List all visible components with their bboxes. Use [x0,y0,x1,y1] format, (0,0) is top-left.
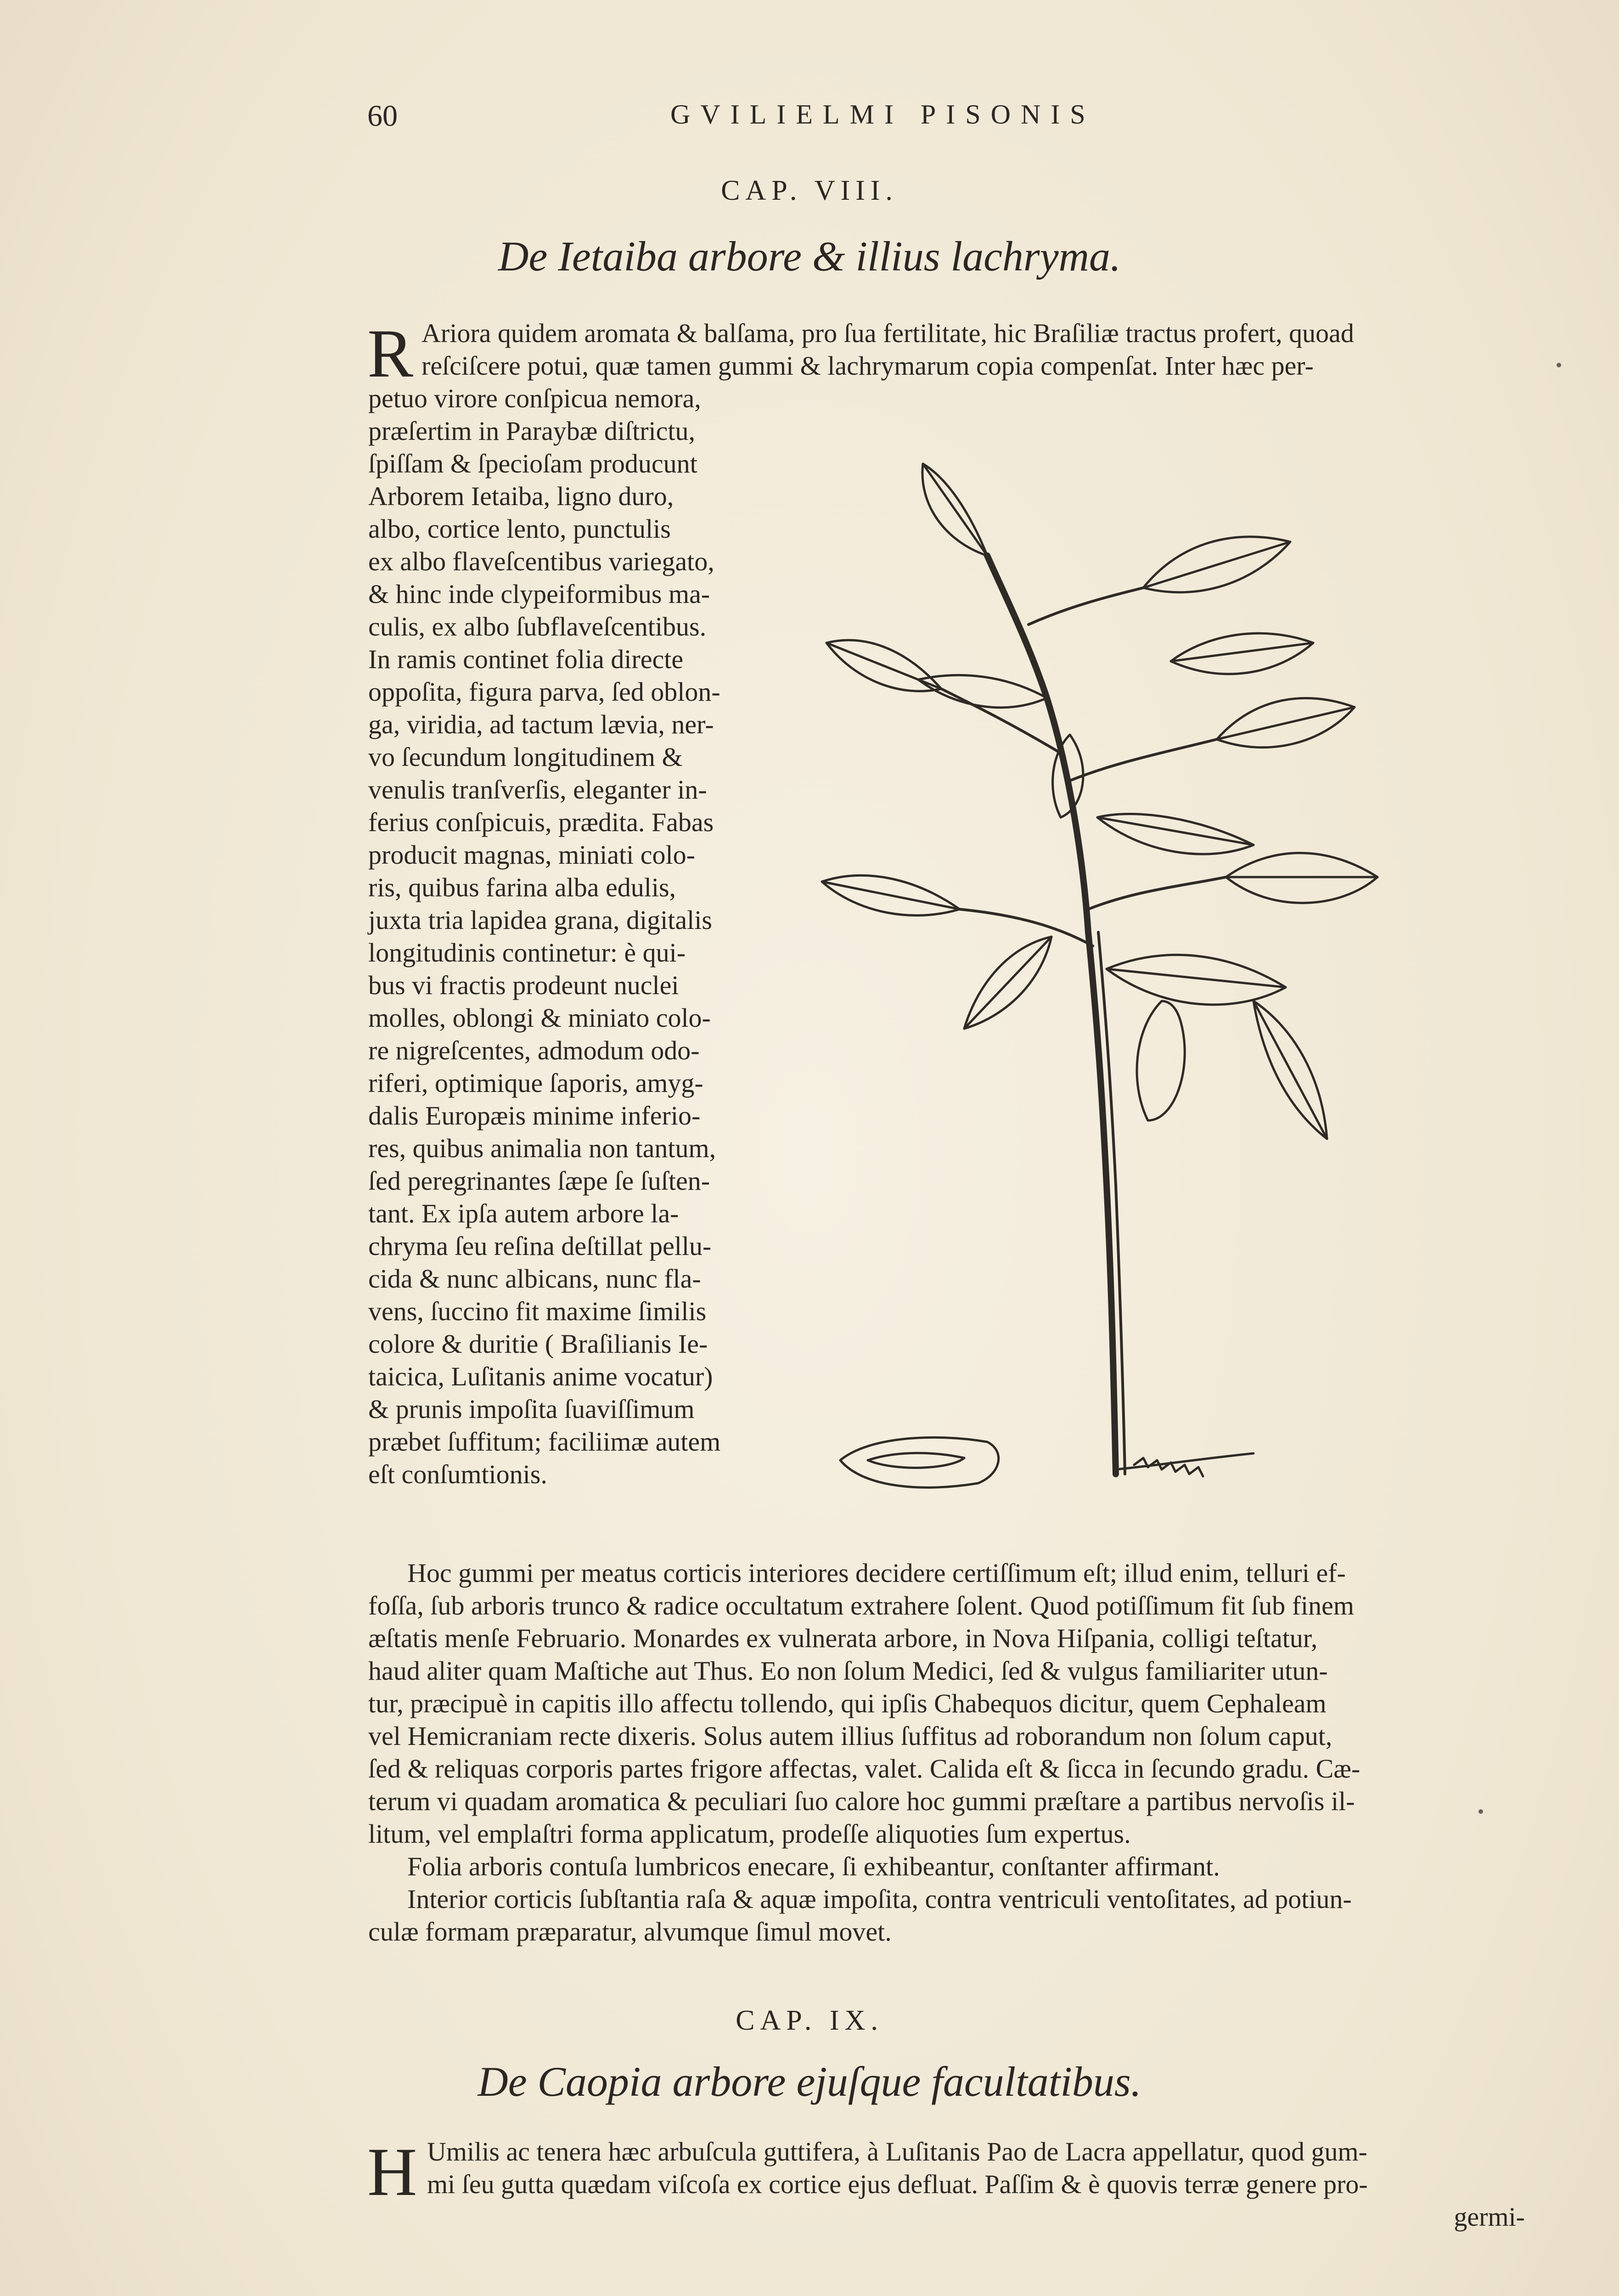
text-line: venulis tranſverſis, eleganter in- [368,775,707,805]
ink-speck [1478,1809,1483,1814]
text-line: haud aliter quam Maſtiche aut Thus. Eo non ſolum Medici, ſed & vulgus familiariter utun- [368,1656,1328,1686]
text-line: vens, ſuccino fit maxime ſimilis [368,1296,707,1326]
text-line: Folia arboris contuſa lumbricos enecare, ſi exhibeantur, conſtanter affirmant. [407,1851,1220,1881]
text-line: tant. Ex ipſa autem arbore la- [368,1199,679,1228]
text-line: producit magnas, miniati colo- [368,840,695,870]
text-line: molles, oblongi & miniato colo- [368,1003,711,1033]
text-line: foſſa, ſub arboris trunco & radice occultatum extrahere ſolent. Quod potiſſimum fit ſub finem [368,1591,1355,1621]
text-line: vel Hemicraniam recte dixeris. Solus autem illius ſuffitus ad roborandum non ſolum caput, [368,1721,1332,1751]
text-line: æſtatis menſe Februario. Monardes ex vulnerata arbore, in Nova Hiſpania, colligi teſtatur, [368,1623,1318,1653]
text-line: Interior corticis ſubſtantia raſa & aquæ impoſita, contra ventriculi ventoſitates, ad potiun- [407,1884,1352,1914]
text-line: & prunis impoſita ſuaviſſimum [368,1394,695,1424]
text-line: res, quibus animalia non tantum, [368,1133,716,1163]
text-line: cida & nunc albicans, nunc fla- [368,1264,701,1294]
text-line: terum vi quadam aromatica & peculiari ſuo calore hoc gummi præſtare a partibus nervoſis il- [368,1786,1355,1816]
text-line: Umilis ac tenera hæc arbuſcula guttifera, à Luſitanis Pao de Lacra appellatur, quod gum- [427,2137,1367,2167]
text-line: ex albo flaveſcentibus variegato, [368,546,714,576]
text-line: longitudinis continetur: è qui- [368,938,686,968]
text-line: albo, cortice lento, punctulis [368,514,671,544]
running-title: GVILIELMI PISONIS [670,99,1096,129]
text-line: præbet ſuffitum; faciliimæ autem [368,1427,721,1457]
text-line: præſertim in Paraybæ diſtrictu, [368,416,696,446]
text-line: re nigreſcentes, admodum odo- [368,1035,700,1065]
drop-cap: R [367,315,414,392]
text-line: bus vi fractis prodeunt nuclei [368,970,679,1000]
text-line: ferius conſpicuis, prædita. Fabas [368,807,714,837]
paragraph-chapter-nine [427,2135,1368,2200]
ink-speck [1557,363,1561,367]
text-line: Ariora quidem aromata & balſama, pro ſua fertilitate, hic Braſiliæ tractus profert, quoad [422,318,1354,348]
text-line: In ramis continet folia directe [368,644,684,674]
text-line: culis, ex albo ſubflaveſcentibus. [368,612,707,642]
chapter-heading: De Ietaiba arbore & illius lachryma. [498,233,1121,280]
text-line: chryma ſeu reſina deſtillat pellu- [368,1231,712,1261]
chapter-heading: De Caopia arbore ejuſque facultatibus. [478,2058,1141,2105]
text-line: reſciſcere potui, quæ tamen gummi & lachrymarum copia compenſat. Inter hæc per- [422,351,1314,381]
catchword [1454,2200,1525,2233]
text-line: ga, viridia, ad tactum lævia, ner- [368,709,714,739]
paragraph-opening [422,317,1354,382]
page-number: 60 [367,99,398,133]
paragraph-continuation [368,1557,1360,1948]
text-line: eſt conſumtionis. [368,1459,547,1489]
text-line: mi ſeu gutta quædam viſcoſa ex cortice ejus defluat. Paſſim & è quovis terræ genere pro- [427,2169,1368,2199]
text-line: vo ſecundum longitudinem & [368,742,683,772]
chapter-number: CAP. IX. [736,2005,883,2036]
text-line: Hoc gummi per meatus corticis interiores decidere certiſſimum eſt; illud enim, telluri ef- [407,1558,1346,1588]
chapter-number: CAP. VIII. [721,175,898,206]
text-line: & hinc inde clypeiformibus ma- [368,579,710,609]
text-line: Arborem Ietaiba, ligno duro, [368,481,674,511]
text-line: culæ formam præparatur, alvumque ſimul movet. [368,1917,892,1947]
running-head [367,99,1534,140]
text-line: juxta tria lapidea grana, digitalis [368,905,712,935]
text-line: petuo virore conſpicua nemora, [368,383,701,413]
text-line: ſed & reliquas corporis partes frigore affectas, valet. Calida eſt & ſicca in ſecundo gradu. Cæ- [368,1754,1360,1784]
text-line: colore & duritie ( Braſilianis Ie- [368,1329,708,1359]
catchword-text: germi- [1454,2202,1525,2232]
text-line: litum, vel emplaſtri forma applicatum, prodeſſe aliquoties ſum expertus. [368,1819,1131,1849]
text-line: dalis Europæis minime inferio- [368,1101,701,1131]
text-line: tur, præcipuè in capitis illo affectu tollendo, qui ipſis Chabequos dicitur, quem Cephaleam [368,1688,1327,1718]
paragraph-column [368,382,720,1491]
text-line: taicica, Luſitanis anime vocatur) [368,1362,713,1391]
drop-cap: H [367,2134,417,2210]
text-line: ſpiſſam & ſpecioſam producunt [368,449,697,478]
ietaiba-tree-engraving-icon [813,404,1433,1525]
text-line: ris, quibus farina alba edulis, [368,872,676,902]
text-line: riferi, optimique ſaporis, amyg- [368,1068,703,1098]
text-line: ſed peregrinantes ſæpe ſe ſuſten- [368,1166,710,1196]
text-line: oppoſita, figura parva, ſed oblon- [368,677,720,707]
